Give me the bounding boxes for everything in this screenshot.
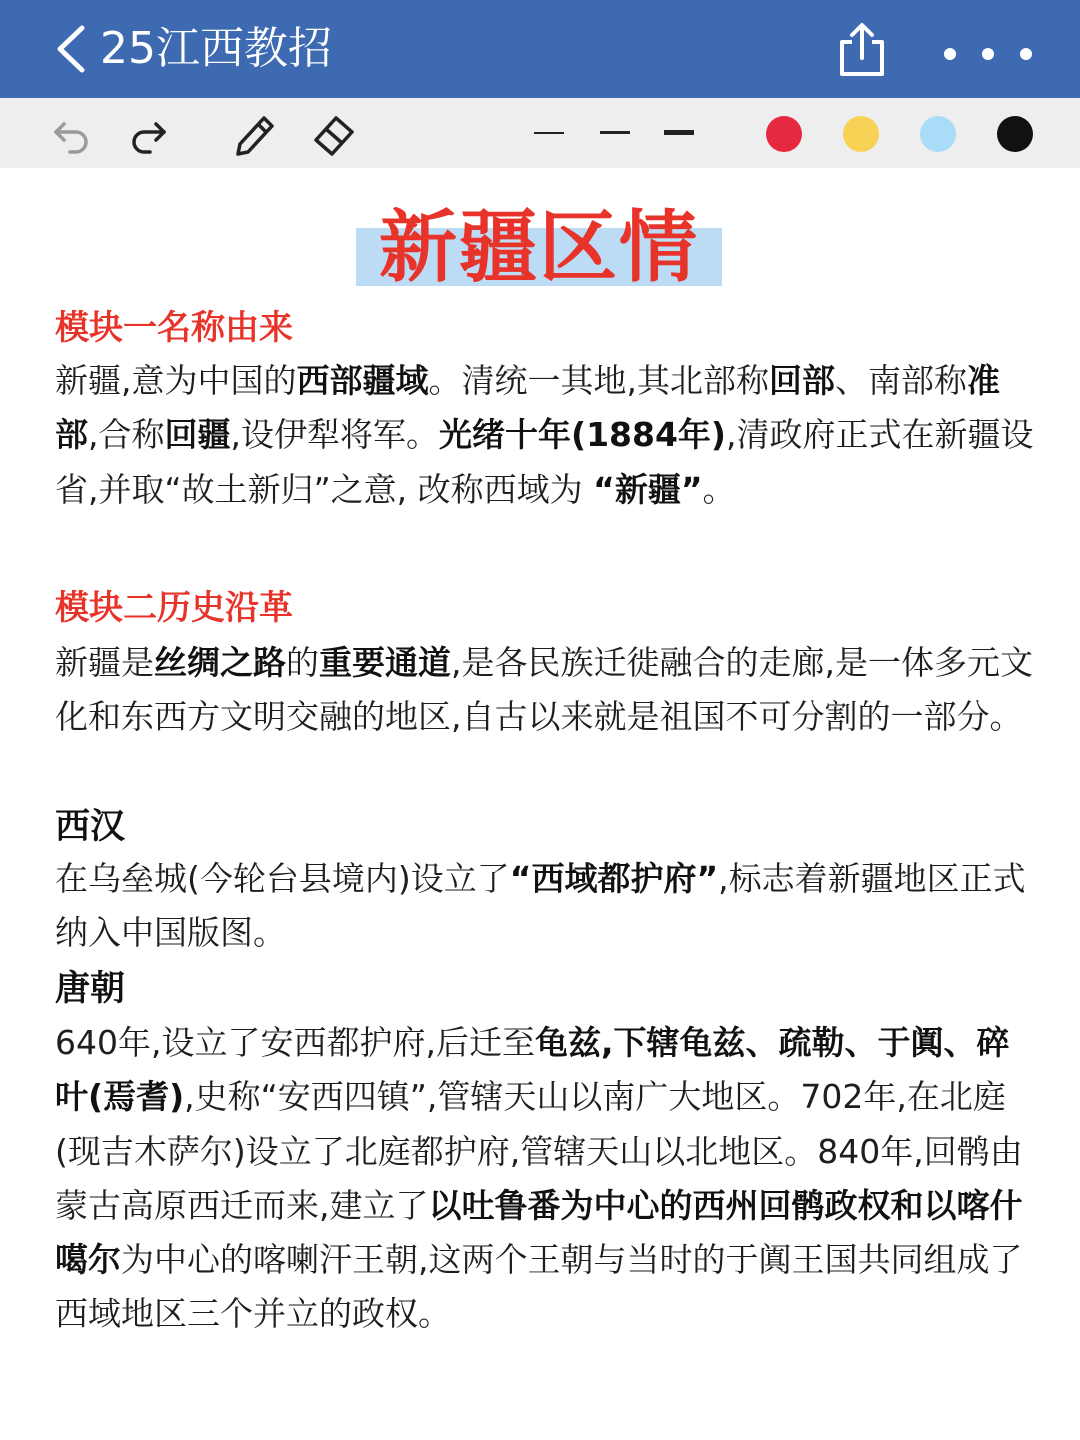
more-button[interactable] <box>930 36 1040 72</box>
eraser-icon <box>310 110 358 158</box>
document-content <box>0 168 1080 1440</box>
pencil-button[interactable] <box>230 110 278 158</box>
undo-button[interactable] <box>48 110 96 158</box>
page-title-block <box>356 203 722 293</box>
redo-button[interactable] <box>124 110 172 158</box>
app-title: 25江西教招 <box>100 23 332 74</box>
module1-heading: 模块一名称由来 <box>55 308 293 348</box>
back-button[interactable] <box>48 22 98 76</box>
xihan-paragraph: 在乌垒城(今轮台县境内)设立了“西域都护府”,标志着新疆地区正式纳入中国版图。 <box>55 859 1026 953</box>
color-black-swatch[interactable] <box>997 116 1033 152</box>
stroke-thick-button[interactable] <box>664 130 694 135</box>
chevron-left-icon <box>48 22 98 76</box>
share-button[interactable] <box>836 20 888 80</box>
tang-paragraph: 640年,设立了安西都护府,后迁至龟兹,下辖龟兹、疏勒、于阗、碎 叶(焉耆),史称“安西四镇”,管辖天山以南广大地区。702年,在北庭(现吉木萨尔)设立了北庭都护府,管辖天山以北地区。840年,回鹘由蒙古高原西迁而来,建立了以吐鲁番为中心的西州回鹘政权和以喀什噶尔为中心的喀喇汗王朝,这两个王朝与当时的于阗王国共同组成了西域地区三个并立的政权。 <box>55 1023 1023 1334</box>
share-icon <box>836 20 888 80</box>
pencil-icon <box>230 110 278 158</box>
color-blue-swatch[interactable] <box>920 116 956 152</box>
eraser-button[interactable] <box>310 110 358 158</box>
color-yellow-swatch[interactable] <box>843 116 879 152</box>
redo-icon <box>124 110 172 158</box>
more-horizontal-icon <box>930 36 1040 72</box>
undo-icon <box>48 110 96 158</box>
page-title: 新疆区情 <box>378 203 699 293</box>
module2-heading: 模块二历史沿革 <box>55 588 293 628</box>
stroke-thin-button[interactable] <box>534 132 564 134</box>
module1-paragraph: 新疆,意为中国的西部疆域。清统一其地,其北部称回部、南部称准部,合称回疆,设伊犁将军。光绪十年(1884年),清政府正式在新疆设省,并取“故土新归”之意, 改称西域为 “新疆”。 <box>55 361 1034 509</box>
module2-paragraph: 新疆是丝绸之路的重要通道,是各民族迁徙融合的走廊,是一体多元文化和东西方文明交融的地区,自古以来就是祖国不可分割的一部分。 <box>55 643 1033 737</box>
color-red-swatch[interactable] <box>766 116 802 152</box>
xihan-heading: 西汉 <box>55 807 126 847</box>
tang-heading: 唐朝 <box>55 969 126 1009</box>
stroke-medium-button[interactable] <box>600 131 630 134</box>
